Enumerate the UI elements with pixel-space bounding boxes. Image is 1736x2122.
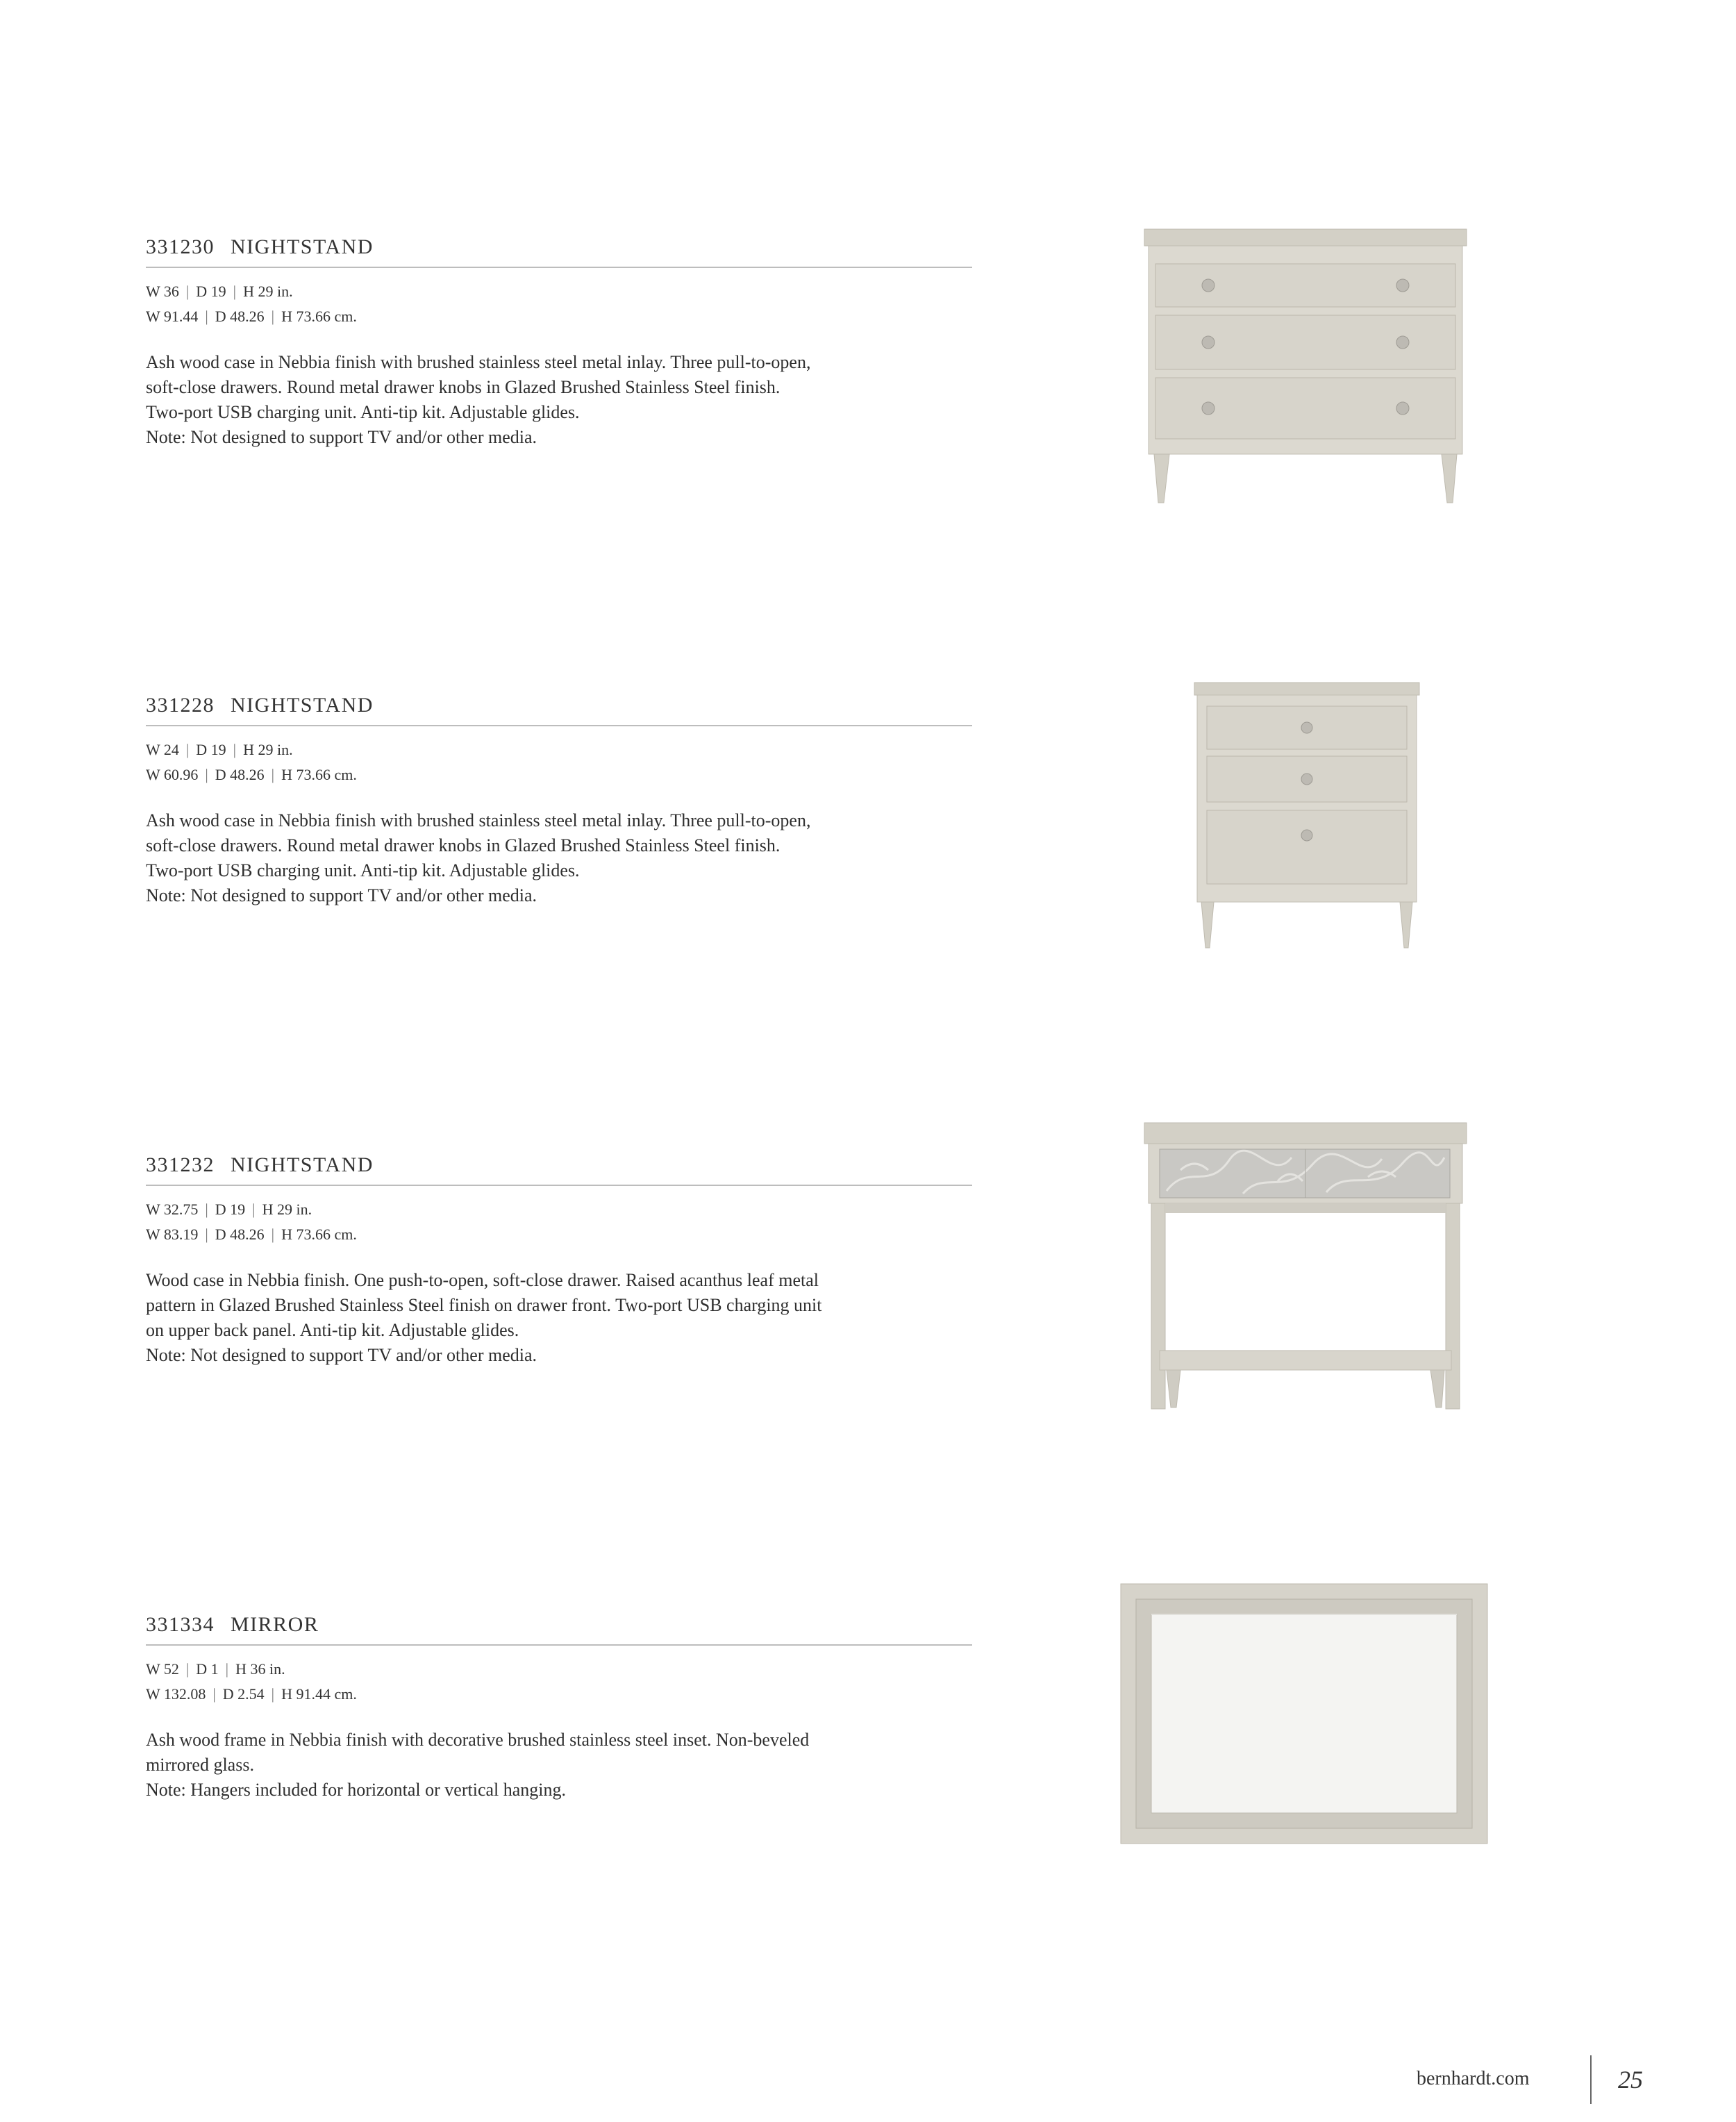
product-331228 [146,693,972,908]
dimensions [146,737,972,787]
dim-depth: D 19 [196,741,226,758]
dim-depth: D 2.54 [222,1685,265,1703]
dimensions-inches: W 52 | D 1 | H 36 in. [146,1660,285,1678]
product-title [146,235,972,268]
dim-width: W 52 [146,1660,179,1678]
dim-height: H 73.66 cm. [281,766,357,783]
dim-width: W 132.08 [146,1685,206,1703]
dim-height: H 29 in. [243,741,293,758]
product-description: Wood case in Nebbia finish. One push-to-open, soft-close drawer. Raised acanthus leaf metal pattern in Glazed Brushed Stainless Steel finish on drawer front. Two-port USB charging unit on upper back panel. Anti-tip kit. Adjustable glides. Note: Not designed to support TV and/or other media. [146,1270,822,1365]
dimensions-inches: W 24 | D 19 | H 29 in. [146,741,293,758]
product-title [146,1153,972,1186]
dim-depth: D 48.26 [215,766,265,783]
dim-height: H 73.66 cm. [281,1226,357,1243]
product-331230 [146,235,972,450]
product-331232 [146,1153,972,1368]
dim-width: W 91.44 [146,308,199,325]
product-name: NIGHTSTAND [231,235,374,258]
dim-depth: D 48.26 [215,1226,265,1243]
dim-height: H 73.66 cm. [281,308,357,325]
product-name: NIGHTSTAND [231,694,374,717]
footer-divider [1590,2055,1592,2104]
product-title [146,693,972,726]
dim-width: W 83.19 [146,1226,199,1243]
dimensions [146,1657,972,1707]
product-image-mirror-331334 [1118,1580,1493,1851]
dim-width: W 24 [146,741,179,758]
dim-height: H 29 in. [243,283,293,300]
dimensions [146,279,972,329]
dim-width: W 36 [146,283,179,300]
product-code: 331232 [146,1153,215,1176]
dimensions-cm: W 60.96 | D 48.26 | H 73.66 cm. [146,766,357,783]
footer-website[interactable]: bernhardt.com [1417,2068,1530,2089]
dim-height: H 91.44 cm. [281,1685,357,1703]
dim-depth: D 19 [196,283,226,300]
dim-height: H 36 in. [235,1660,285,1678]
product-331334 [146,1612,972,1803]
dimensions-cm: W 132.08 | D 2.54 | H 91.44 cm. [146,1685,357,1703]
dimensions [146,1197,972,1247]
dimensions-inches: W 36 | D 19 | H 29 in. [146,283,293,300]
dim-width: W 60.96 [146,766,199,783]
product-code: 331228 [146,694,215,717]
dimensions-cm: W 91.44 | D 48.26 | H 73.66 cm. [146,308,357,325]
dim-height: H 29 in. [262,1201,312,1218]
product-description: Ash wood frame in Nebbia finish with decorative brushed stainless steel inset. Non-beveled mirrored glass. Note: Hangers included for horizontal or vertical hanging. [146,1730,810,1800]
product-image-nightstand-331232 [1139,1114,1472,1427]
product-image-nightstand-331228 [1189,677,1425,955]
product-name: NIGHTSTAND [231,1153,374,1176]
dim-depth: D 48.26 [215,308,265,325]
dimensions-cm: W 83.19 | D 48.26 | H 73.66 cm. [146,1226,357,1243]
product-code: 331230 [146,235,215,258]
product-description: Ash wood case in Nebbia finish with brushed stainless steel metal inlay. Three pull-to-open, soft-close drawers. Round metal drawer knobs in Glazed Brushed Stainless Steel finish. Two-port USB charging unit. Anti-tip kit. Adjustable glides. Note: Not designed to support TV and/or other media. [146,352,811,447]
dimensions-inches: W 32.75 | D 19 | H 29 in. [146,1201,312,1218]
page-number: 25 [1618,2066,1643,2094]
product-title [146,1612,972,1646]
product-description: Ash wood case in Nebbia finish with brushed stainless steel metal inlay. Three pull-to-open, soft-close drawers. Round metal drawer knobs in Glazed Brushed Stainless Steel finish. Two-port USB charging unit. Anti-tip kit. Adjustable glides. Note: Not designed to support TV and/or other media. [146,810,811,905]
product-image-nightstand-331230 [1139,222,1472,514]
dim-depth: D 1 [196,1660,219,1678]
dim-width: W 32.75 [146,1201,199,1218]
product-code: 331334 [146,1613,215,1636]
dim-depth: D 19 [215,1201,246,1218]
product-name: MIRROR [231,1613,319,1636]
